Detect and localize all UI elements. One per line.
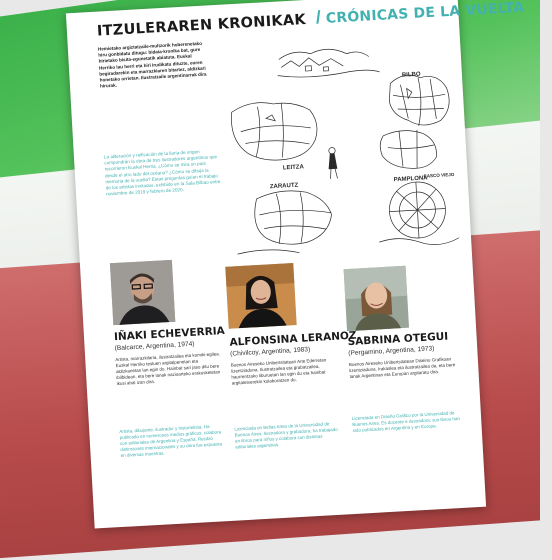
artist-origin-inaki: (Balcarce, Argentina, 1974) (114, 340, 195, 353)
map-label-pamplona: PAMPLONA (393, 175, 428, 184)
artist-origin-alfonsina: (Chivilcoy, Argentina, 1983) (229, 346, 311, 358)
artist-bio-basque-inaki: Artista, marrazkilaria, ilustratzailea eta komiki-egilea. Euskal Herriko testuen argitalpenetan eta aldizkarietan lan egin du. Hainbat sari jaso ditu bere ibilbidean, eta bere lanak nazioarteko erakusketetan ikusi ahal izan dira. (115, 351, 221, 387)
artist-photo-alfonsina (225, 263, 296, 329)
sketch-maps (218, 28, 465, 266)
sketch-map-illustration (218, 28, 465, 266)
artist-bio-spanish-sabrina: Licenciada en Diseño Gráfico por la Universidad de Buenos Aires. Es docente e ilustradora; sus libros han sido publicados en Argentina y en Europa. (351, 410, 461, 434)
artist-photo-inaki (110, 260, 175, 325)
artist-name-inaki: IÑAKI ECHEVERRIA (113, 324, 226, 344)
map-label-casco-viejo: CASCO VIEJO (423, 171, 455, 179)
map-label-zarautz: ZARAUTZ (269, 182, 299, 191)
artist-bio-basque-sabrina: Buenos Aireseko Unibertsitatean Diseinu Grafikoan lizentziaduna. Irakaslea eta ilustratzailea da, eta bere lanak Argentinan eta Europan argitaratu dira. (348, 356, 456, 380)
poster (66, 0, 525, 529)
title-spanish: CRÓNICAS DE LA VUELTA (325, 0, 525, 27)
title-basque: ITZULERAREN KRONIKAK (96, 11, 307, 40)
artist-bio-basque-alfonsina: Buenos Aireseko Unibertsitatean Arte Ederretan lizentziaduna. Ilustratzailea eta grabatzailea, haurrentzako liburuetan lan egin du eta hainbat argitaletxerekin kolaboratzen du. (230, 357, 327, 386)
artist-name-sabrina: SABRINA OTEGUI (347, 330, 449, 349)
artist-bio-spanish-inaki: Artista, dibujante, ilustrador y historietista. Ha publicado en numerosos medios gráficos; colabora con editoriales de Argentina y España. Recibió distinciones internacionales y su obra fue expuesta en diversas muestras. (119, 423, 223, 459)
intro-basque: Hemietako argiztatzaile-multzorik hoberenetako hiru gonbidatu ditugu: bidaia-kronika bat, gure hirietako bisita-egunetatik abiatuta. Euskal Herriko lau herri eta hiri irudikatu dituzte, euren begiradarekin eta marrazkiaren bitartez, aldizkari honetako orrietan. Ilustratzaile argentinarrak dira hirurak. (97, 40, 207, 89)
map-label-leitza: LEITZA (282, 164, 305, 172)
artist-bio-spanish-alfonsina: Licenciada en Bellas Artes de la Universidad de Buenos Aires. Ilustradora y grabadora; ha trabajado en libros para niños y colabora con distintas editoriales argentinas. (234, 421, 338, 450)
title-slash: / (315, 7, 322, 28)
artist-name-alfonsina: ALFONSINA LERANOZ (229, 329, 357, 349)
artist-origin-sabrina: (Pergamino, Argentina, 1973) (348, 345, 435, 358)
artist-photo-sabrina (344, 266, 409, 331)
intro-spanish: La aliteración y reificación de la liaría de origen compondrán la obra de tres ilustradores argentinos que recorrieron Euskal Herria. ¿Cómo se mira un país desde el otro lado del océano? ¿Cómo se dibuja la memoria de la vuelta? Estas preguntas guían el trabajo de los artistas invitados, exhibido en la Sala Bilbao entre noviembre de 2019 y febrero de 2020. (103, 149, 221, 197)
map-label-bilbo: BILBO (401, 71, 421, 79)
